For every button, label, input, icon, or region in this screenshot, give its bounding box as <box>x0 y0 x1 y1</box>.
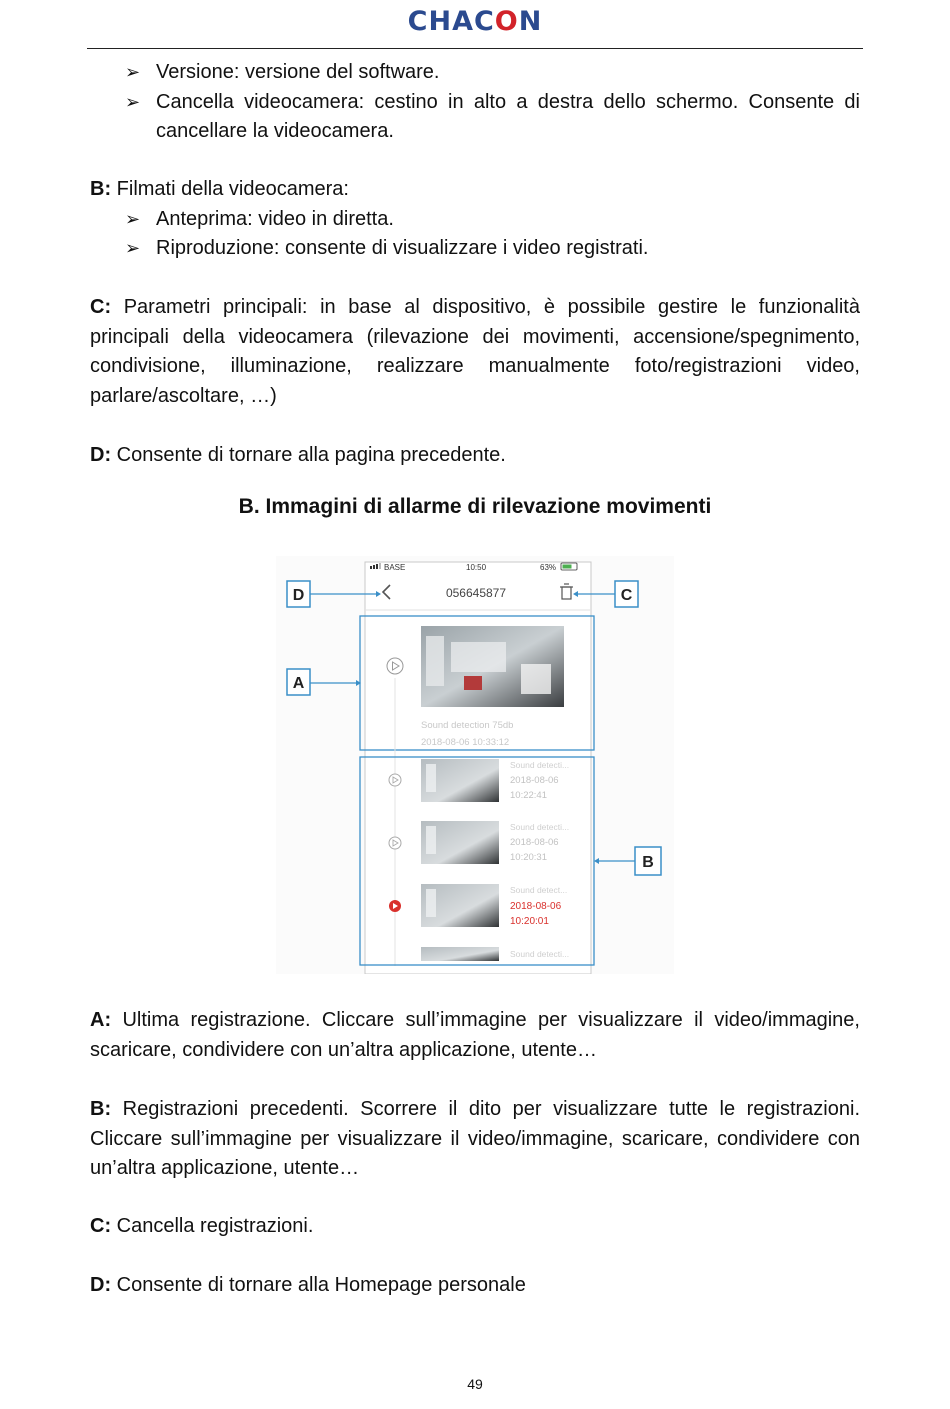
latest-recording-caption: Sound detection 75db <box>421 720 514 731</box>
page-number: 49 <box>467 1376 483 1392</box>
callout-c-label: C <box>620 587 633 604</box>
list-item: ➢ Riproduzione: consente di visualizzare i video registrati. <box>90 234 860 264</box>
arrow-bullet-icon: ➢ <box>125 91 141 112</box>
caption-a-paragraph: A: Ultima registrazione. Cliccare sull’immagine per visualizzare il video/immagine, scaricare, condividere con un’altra applicazione, utente… <box>90 1009 860 1061</box>
status-time: 10:50 <box>466 563 487 572</box>
section-d-paragraph: D: Consente di tornare alla pagina precedente. <box>90 444 506 466</box>
logo-text-start: CHAC <box>407 6 495 37</box>
svg-text:10:22:41: 10:22:41 <box>510 790 547 801</box>
svg-text:10:20:31: 10:20:31 <box>510 852 547 863</box>
logo-text-end: N <box>518 6 543 37</box>
app-screenshot-svg <box>276 556 674 974</box>
list-item: ➢ Cancella videocamera: cestino in alto a destra dello schermo. Consente di cancellare la videocamera. <box>90 88 860 147</box>
status-battery: 63% <box>540 563 557 572</box>
play-circle-icon[interactable] <box>387 658 403 674</box>
play-circle-icon[interactable] <box>389 774 401 786</box>
list-item: ➢ Versione: versione del software. <box>90 58 860 88</box>
recording-thumbnail[interactable] <box>421 947 499 961</box>
status-carrier: BASE <box>384 563 406 572</box>
latest-recording-datetime: 2018-08-06 10:33:12 <box>421 737 510 748</box>
arrow-bullet-icon: ➢ <box>125 238 141 258</box>
svg-text:Sound detecti...: Sound detecti... <box>510 949 570 959</box>
recording-entry[interactable] <box>421 947 569 961</box>
svg-text:2018-08-06: 2018-08-06 <box>510 901 562 912</box>
app-screenshot-figure <box>276 556 674 974</box>
status-bar <box>370 563 577 572</box>
top-bullet-list <box>90 58 860 147</box>
caption-c-paragraph: C: Cancella registrazioni. <box>90 1215 314 1237</box>
caption-b-paragraph: B: Registrazioni precedenti. Scorrere il dito per visualizzare tutte le registrazioni. Cliccare sull’immagine per visualizzare il video/immagine, scaricare, condividere con un’altra applicazione, utente… <box>90 1098 860 1179</box>
arrow-bullet-icon: ➢ <box>125 62 141 82</box>
svg-text:Sound detecti...: Sound detecti... <box>510 760 570 770</box>
svg-text:Sound detect...: Sound detect... <box>510 885 568 895</box>
svg-text:Sound detecti...: Sound detecti... <box>510 822 570 832</box>
svg-text:10:20:01: 10:20:01 <box>510 916 549 927</box>
phone-title: 056645877 <box>445 586 507 600</box>
arrow-bullet-icon: ➢ <box>125 208 141 229</box>
callout-b-label: B <box>642 854 654 871</box>
play-circle-icon[interactable] <box>389 837 401 849</box>
callout-d-label: D <box>292 587 305 604</box>
caption-d-paragraph: D: Consente di tornare alla Homepage personale <box>90 1274 526 1296</box>
header-rule <box>87 48 863 49</box>
logo-power-o: O <box>494 6 519 37</box>
section-b-paragraph: B: Filmati della videocamera: ➢ Anteprima: video in diretta. ➢ Riproduzione: consente di visualizzare i video registrati. <box>90 175 860 264</box>
chacon-logo <box>0 6 950 37</box>
list-item: ➢ Anteprima: video in diretta. <box>90 205 860 235</box>
callout-a-label: A <box>292 675 305 692</box>
section-heading: B. Immagini di allarme di rilevazione movimenti <box>238 495 712 518</box>
svg-text:2018-08-06: 2018-08-06 <box>510 775 559 786</box>
svg-text:2018-08-06: 2018-08-06 <box>510 837 559 848</box>
section-c-paragraph: C: Parametri principali: in base al dispositivo, è possibile gestire le funzionalità principali della videocamera (rilevazione dei movimenti, accensione/spegnimento, condivisione, illuminazione, realizzare manualmente foto/registrazioni video, parlare/ascoltare, …) <box>90 296 860 407</box>
